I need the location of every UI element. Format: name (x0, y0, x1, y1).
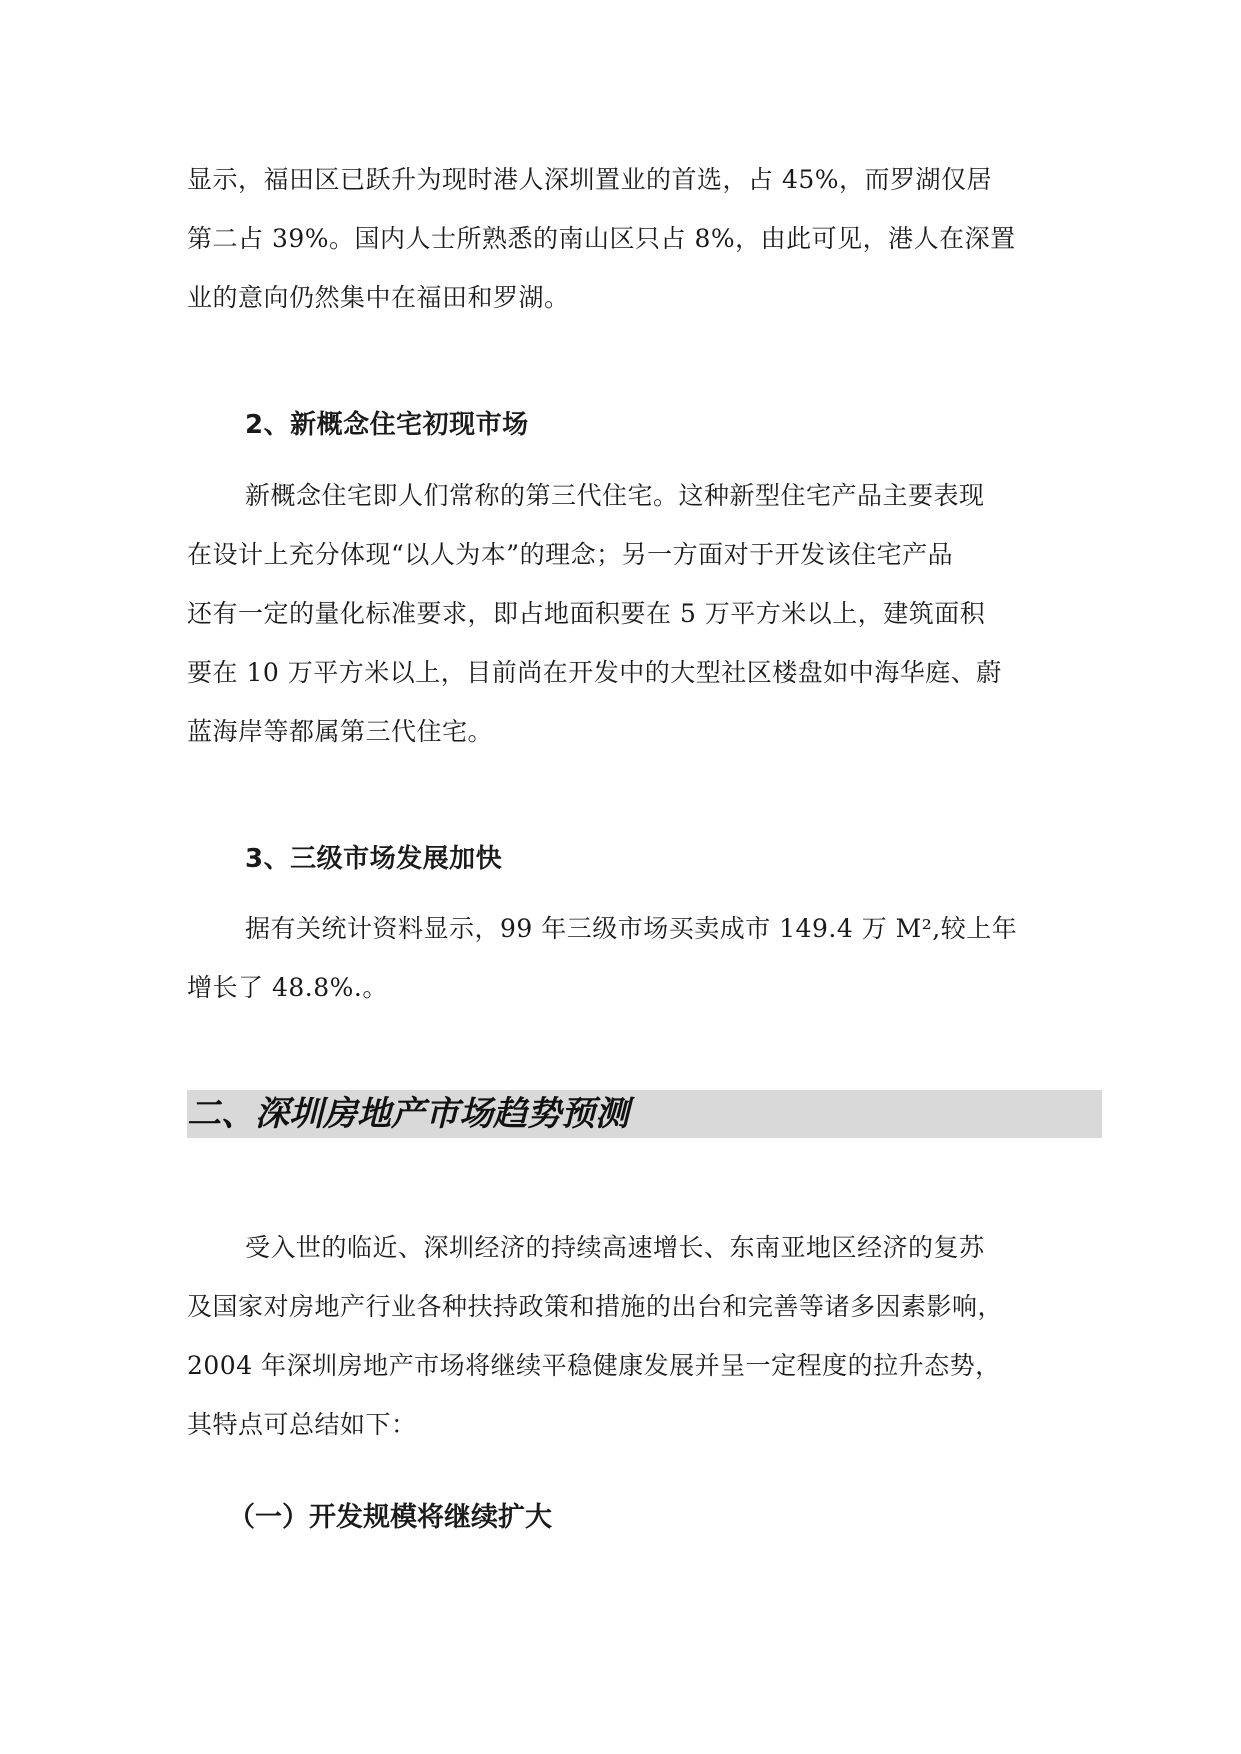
section2-subheading: （一）开发规模将继续扩大 (228, 1502, 552, 1533)
section2-line-2: 及国家对房地产行业各种扶持政策和措施的出台和完善等诸多因素影响， (187, 1292, 1004, 1321)
intro-line-1: 显示，福田区已跃升为现时港人深圳置业的首选，占 45%，而罗湖仅居 (187, 165, 993, 194)
item2-line-1: 新概念住宅即人们常称的第三代住宅。这种新型住宅产品主要表现 (245, 481, 985, 510)
item2-line-5: 蓝海岸等都属第三代住宅。 (187, 717, 494, 746)
item3-heading: 3、三级市场发展加快 (245, 844, 503, 874)
section2-line-3: 2004 年深圳房地产市场将继续平稳健康发展并呈一定程度的拉升态势， (187, 1351, 1001, 1380)
section2-paragraph (187, 1218, 1092, 1454)
item2-line-4: 要在 10 万平方米以上，目前尚在开发中的大型社区楼盘如中海华庭、蔚 (187, 658, 1002, 687)
intro-line-2: 第二占 39%。国内人士所熟悉的南山区只占 8%，由此可见，港人在深置 (187, 224, 1016, 253)
item3-line-2: 增长了 48.8%.。 (187, 973, 388, 1002)
section2-title: 二、深圳房地产市场趋势预测 (187, 1094, 629, 1134)
item2-line-3: 还有一定的量化标准要求，即占地面积要在 5 万平方米以上，建筑面积 (187, 599, 986, 628)
section2-line-1: 受入世的临近、深圳经济的持续高速增长、东南亚地区经济的复苏 (245, 1233, 985, 1262)
item2-paragraph (187, 466, 1092, 761)
intro-line-3: 业的意向仍然集中在福田和罗湖。 (187, 283, 570, 312)
item2-heading: 2、新概念住宅初现市场 (245, 410, 529, 440)
item2-line-2: 在设计上充分体现“以人为本”的理念；另一方面对于开发该住宅产品 (187, 540, 954, 569)
section2-line-4: 其特点可总结如下： (187, 1410, 417, 1439)
item3-line-1: 据有关统计资料显示，99 年三级市场买卖成市 149.4 万 M²,较上年 (245, 914, 1018, 943)
item3-paragraph (187, 899, 1092, 1017)
intro-paragraph (187, 150, 1092, 327)
